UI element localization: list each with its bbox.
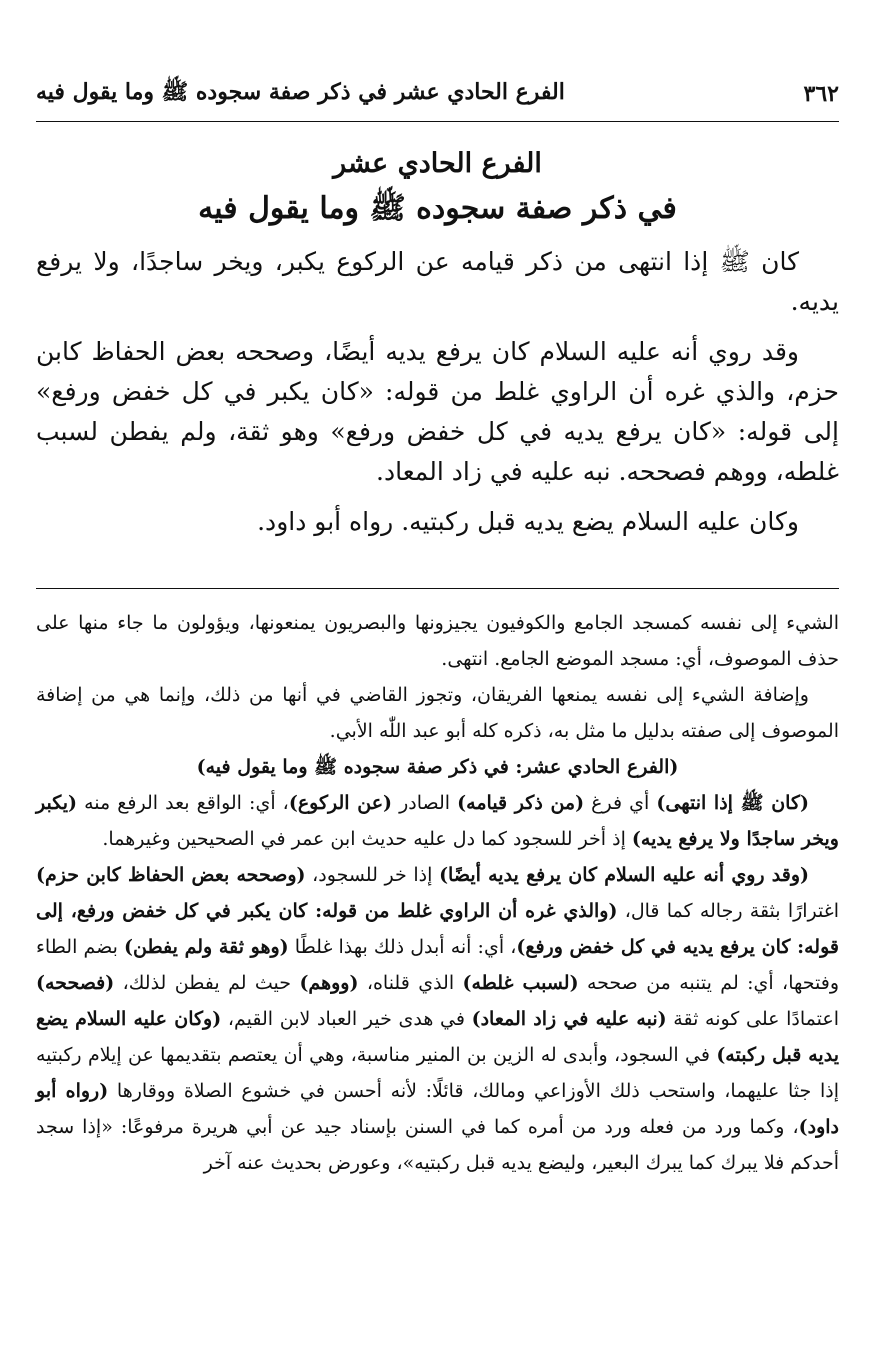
quoted-text: (كان ﷺ إذا انتهى) <box>656 792 809 814</box>
commentary-paragraph: الشيء إلى نفسه كمسجد الجامع والكوفيون يجيزونها والبصريون يمنعونها، ويؤولون ما جاء منها على حذف الموصوف، أي: مسجد الموضع الجامع. انتهى. <box>36 612 839 670</box>
quoted-text: (عن الركوع) <box>288 792 393 814</box>
gloss-text: اعتمادًا على كونه ثقة <box>666 1008 840 1030</box>
gloss-text: بضم الطاء وفتحها، أي: لم يتنبه من صححه <box>36 936 839 994</box>
gloss-text: إذ أخر للسجود كما دل عليه حديث ابن عمر في الصحيحين وغيرهما. <box>102 828 632 850</box>
section-title: الفرع الحادي عشر <box>333 148 542 179</box>
gloss-text: ، وكما ورد من فعله ورد من أمره كما في السنن بإسناد جيد عن أبي هريرة مرفوعًا: «إذا سجد أحدكم فلا يبرك كما يبرك البعير، وليضع يديه قبل ركبتيه»، وعورض بحديث عنه آخر <box>36 1116 839 1174</box>
quoted-text: (فصححه) <box>36 972 115 994</box>
commentary-paragraph <box>36 785 839 857</box>
commentary-paragraph <box>36 857 839 1181</box>
gloss-text: الصادر <box>392 792 458 814</box>
gloss-text: إذا خر للسجود، <box>305 864 440 886</box>
gloss-text: ، أي: الواقع بعد الرفع منه <box>77 792 289 814</box>
section-subtitle: في ذكر صفة سجوده ﷺ وما يقول فيه <box>198 191 677 226</box>
page-header <box>36 72 839 116</box>
quoted-text: (لسبب غلطه) <box>462 972 579 994</box>
main-paragraph: وقد روي أنه عليه السلام كان يرفع يديه أيضًا، وصححه بعض الحفاظ كابن حزم، والذي غره أن الراوي غلط من قوله: «كان يكبر في كل خفض ورفع» إلى قوله: «كان يرفع يديه في كل خفض ورفع» وهو ثقة، ولم يفطن لسبب غلطه، ووهم فصححه. نبه عليه في زاد المعاد. <box>36 337 839 486</box>
gloss-text: حيث لم يفطن لذلك، <box>114 972 300 994</box>
main-text <box>36 242 839 552</box>
commentary-text <box>36 605 839 1181</box>
gloss-text: اغترارًا بثقة رجاله كما قال، <box>617 900 839 922</box>
main-paragraph: كان ﷺ إذا انتهى من ذكر قيامه عن الركوع يكبر، ويخر ساجدًا، ولا يرفع يديه. <box>36 247 839 316</box>
gloss-text: الذي قلناه، <box>358 972 463 994</box>
quoted-text: (وصححه بعض الحفاظ كابن حزم) <box>36 864 306 886</box>
page-number: ٣٦٢ <box>803 81 839 107</box>
commentary-paragraph: وإضافة الشيء إلى نفسه يمنعها الفريقان، وتجوز القاضي في أنها من ذلك، وإنما هي من إضافة الموصوف إلى صفته بدليل ما مثل به، ذكره كله أبو عبد اللّٰه الأبي. <box>36 684 839 742</box>
quoted-text: (وقد روي أنه عليه السلام كان يرفع يديه أيضًا) <box>439 864 810 886</box>
header-rule <box>36 121 839 122</box>
running-title: الفرع الحادي عشر في ذكر صفة سجوده ﷺ وما يقول فيه <box>36 79 565 105</box>
gloss-text: أي فرغ <box>584 792 657 814</box>
separator-rule <box>36 588 839 589</box>
gloss-text: في السجود، وأبدى له الزين بن المنير مناسبة، وهي أن يعتصم بتقديمها عن إيلام ركبتيه إذا جثا عليهما، واستحب ذلك الأوزاعي ومالك، قائلًا: لأنه أحسن في خشوع الصلاة ووقارها <box>36 1044 839 1102</box>
gloss-text: في هدى خير العباد لابن القيم، <box>221 1008 472 1030</box>
gloss-text: ، أي: أنه أبدل ذلك بهذا غلطًا <box>288 936 517 958</box>
quoted-text: (وكان عليه السلام يضع يديه قبل ركبته) <box>36 1008 839 1066</box>
quoted-text: (نبه عليه في زاد المعاد) <box>471 1008 667 1030</box>
quoted-text: (ووهم) <box>299 972 359 994</box>
main-paragraph: وكان عليه السلام يضع يديه قبل ركبتيه. رواه أبو داود. <box>257 507 799 536</box>
quoted-text: (يكبر ويخر ساجدًا ولا يرفع يديه) <box>36 792 839 850</box>
quoted-text: (والذي غره أن الراوي غلط من قوله: كان يكبر في كل خفض ورفع، إلى قوله: كان يرفع يديه في كل خفض ورفع) <box>36 900 839 958</box>
commentary-heading: (الفرع الحادي عشر: في ذكر صفة سجوده ﷺ وما يقول فيه) <box>196 756 679 778</box>
quoted-text: (من ذكر قيامه) <box>457 792 585 814</box>
quoted-text: (رواه أبو داود) <box>36 1080 839 1138</box>
quoted-text: (وهو ثقة ولم يفطن) <box>124 936 289 958</box>
